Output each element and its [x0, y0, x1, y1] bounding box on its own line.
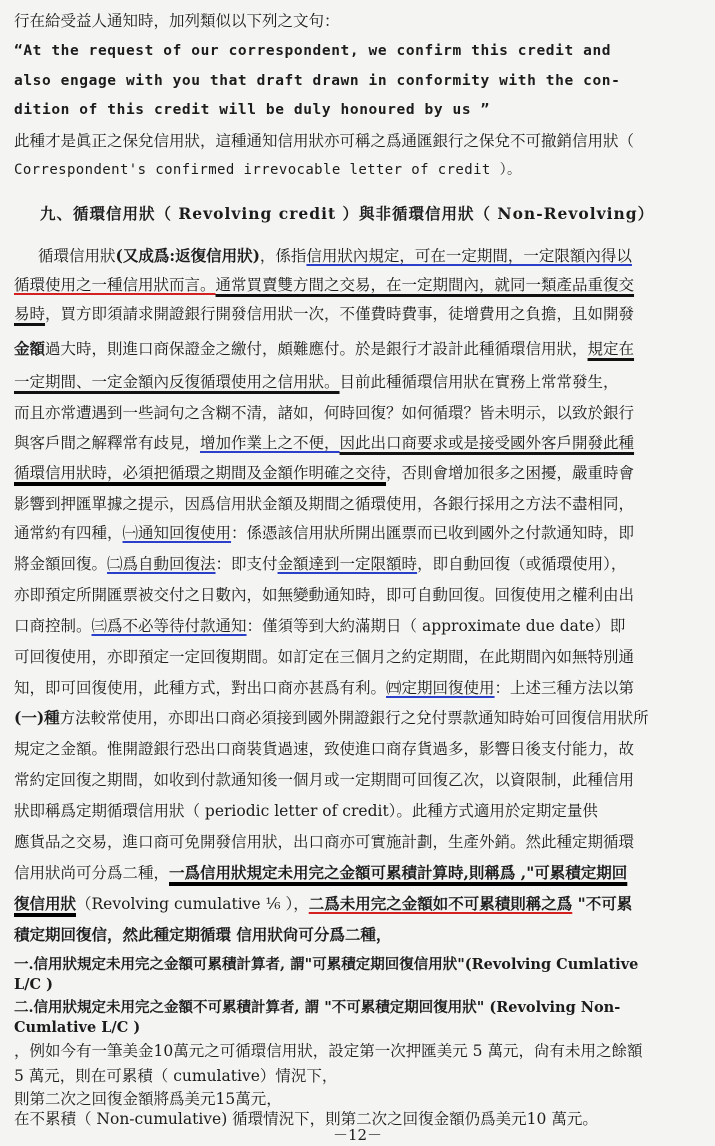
body-line-11: 將金額回復。㈡爲自動回復法：即支付金額達到一定限額時，即自動回復（或循環使用）， — [14, 555, 627, 573]
body-line-4: 金額過大時，則進口商保證金之繳付，頗難應付。於是銀行才設計此種循環信用狀，規定在 — [14, 339, 635, 358]
body-line-28: ，例如今有一筆美金10萬元之可循環信用狀，設定第一次押匯美元 5 萬元，尙有未用之餘額 — [14, 1042, 643, 1060]
paragraph-1-line-1: 此種才是眞正之保兌信用狀，這種通知信用狀亦可稱之爲通匯銀行之保兌不可撤銷信用狀（ — [14, 132, 635, 150]
body-line-6: 而且亦常遭遇到一些詞句之含糊不清，諸如，何時回復？如何循環？皆未明示，以致於銀行 — [14, 404, 635, 422]
body-line-3: 易時，買方即須請求開證銀行開發信用狀一次，不僅費時費事，徒增費用之負擔，且如開發 — [14, 305, 635, 323]
body-line-14: 可回復使用，亦即預定一定回復期間。如訂定在三個月之約定期間，在此期間內如無特別通 — [14, 648, 635, 666]
body-line-23: 積定期回復信，然此種定期循環 信用狀尙可分爲二種， — [14, 925, 392, 944]
body-line-19: 狀即稱爲定期循環信用狀（ periodic letter of credit）。此種方式適用於定期定量供 — [14, 802, 598, 820]
paragraph-1-line-2: Correspondent's confirmed irrevocable letter of credit ）。 — [14, 162, 522, 178]
section-heading: 九、循環信用狀（ Revolving credit ）與非循環信用狀（ Non-Revolving） — [40, 204, 655, 223]
body-line-25: L/C ) — [14, 976, 53, 993]
body-line-12: 亦即預定所開匯票被交付之日數內，如無變動通知時，即可自動回復。回復使用之權利由出 — [14, 586, 635, 604]
intro-line: 行在給受益人通知時，加列類似以下列之文句： — [14, 12, 340, 30]
body-line-21: 信用狀尚可分爲二種，一爲信用狀規定未用完之金額可累積計算時,則稱爲 ,"可累積定期回 — [14, 863, 628, 882]
quote-line-1: “At the request of our correspondent, we confirm this credit and — [14, 43, 612, 59]
body-line-15: 知，即可回復使用，此種方式，對出口商亦甚爲有利。㈣定期回復使用：上述三種方法以第 — [14, 679, 635, 697]
body-line-18: 常約定回復之期間，如收到付款通知後一個月或一定期間可回復乙次，以資限制，此種信用 — [14, 771, 635, 789]
body-line-5: 一定期間、一定金額內反復循環使用之信用狀。目前此種循環信用狀在實務上常常發生， — [14, 373, 619, 391]
quote-line-2: also engage with you that draft drawn in conformity with the con- — [14, 73, 621, 89]
body-line-16: (一)種方法較常使用，亦即出口商必須接到國外開證銀行之兌付票款通知時始可回復信用狀所 — [14, 708, 649, 727]
body-line-22: 復信用狀（Revolving cumulative ⅙ ），二爲未用完之金額如不可累積則稱之爲 "不可累 — [14, 894, 633, 913]
body-line-9: 影響到押匯單據之提示，因爲信用狀金額及期間之循環使用，各銀行採用之方法不盡相同， — [14, 495, 635, 513]
body-line-7: 與客戶間之解釋常有歧見，增加作業上之不便，因此出口商要求或是接受國外客戶開發此種 — [14, 434, 635, 452]
body-line-31: 在不累積（ Non-cumulative) 循環情況下，則第二次之回復金額仍爲美元10 萬元。 — [14, 1110, 598, 1128]
body-line-30: 則第二次之回復金額將爲美元15萬元， — [14, 1090, 282, 1108]
body-line-13: 口商控制。㈢爲不必等待付款通知：僅須等到大約滿期日（ approximate due date）即 — [14, 617, 626, 635]
body-line-20: 應貨品之交易，進口商可免開發信用狀，出口商亦可實施計劃，生產外銷。然此種定期循環 — [14, 833, 635, 851]
body-line-24: 一.信用狀規定未用完之金額可累積計算者, 謂"可累積定期回復信用狀"(Revolving Cumlative — [14, 956, 639, 973]
quote-line-3: dition of this credit will be duly honoured by us ” — [14, 102, 490, 118]
body-line-1: 循環信用狀(又成爲:返復信用狀)，係指信用狀內規定，可在一定期間，一定限額內得以 — [38, 246, 632, 265]
body-line-8: 循環信用狀時，必須把循環之期間及金額作明確之交待，否則會增加很多之困擾，嚴重時會 — [14, 464, 635, 482]
body-line-10: 通常約有四種，㈠通知回復使用：係憑該信用狀所開出匯票而已收到國外之付款通知時，即 — [14, 524, 635, 542]
body-line-17: 規定之金額。惟開證銀行恐出口商裝貨過速，致使進口商存貨過多，影響日後支付能力，故 — [14, 740, 635, 758]
body-line-27: Cumlative L/C ) — [14, 1019, 141, 1036]
body-line-29: 5 萬元，則在可累積（ cumulative）情況下， — [14, 1067, 338, 1085]
body-line-26: 二.信用狀規定未用完之金額不可累積計算者, 謂 "不可累積定期回復用狀" (Revolving Non- — [14, 999, 621, 1016]
page-number: －12－ — [332, 1126, 383, 1144]
body-line-2: 循環使用之一種信用狀而言。通常買賣雙方間之交易，在一定期間內，就同一類產品重復交 — [14, 276, 635, 294]
